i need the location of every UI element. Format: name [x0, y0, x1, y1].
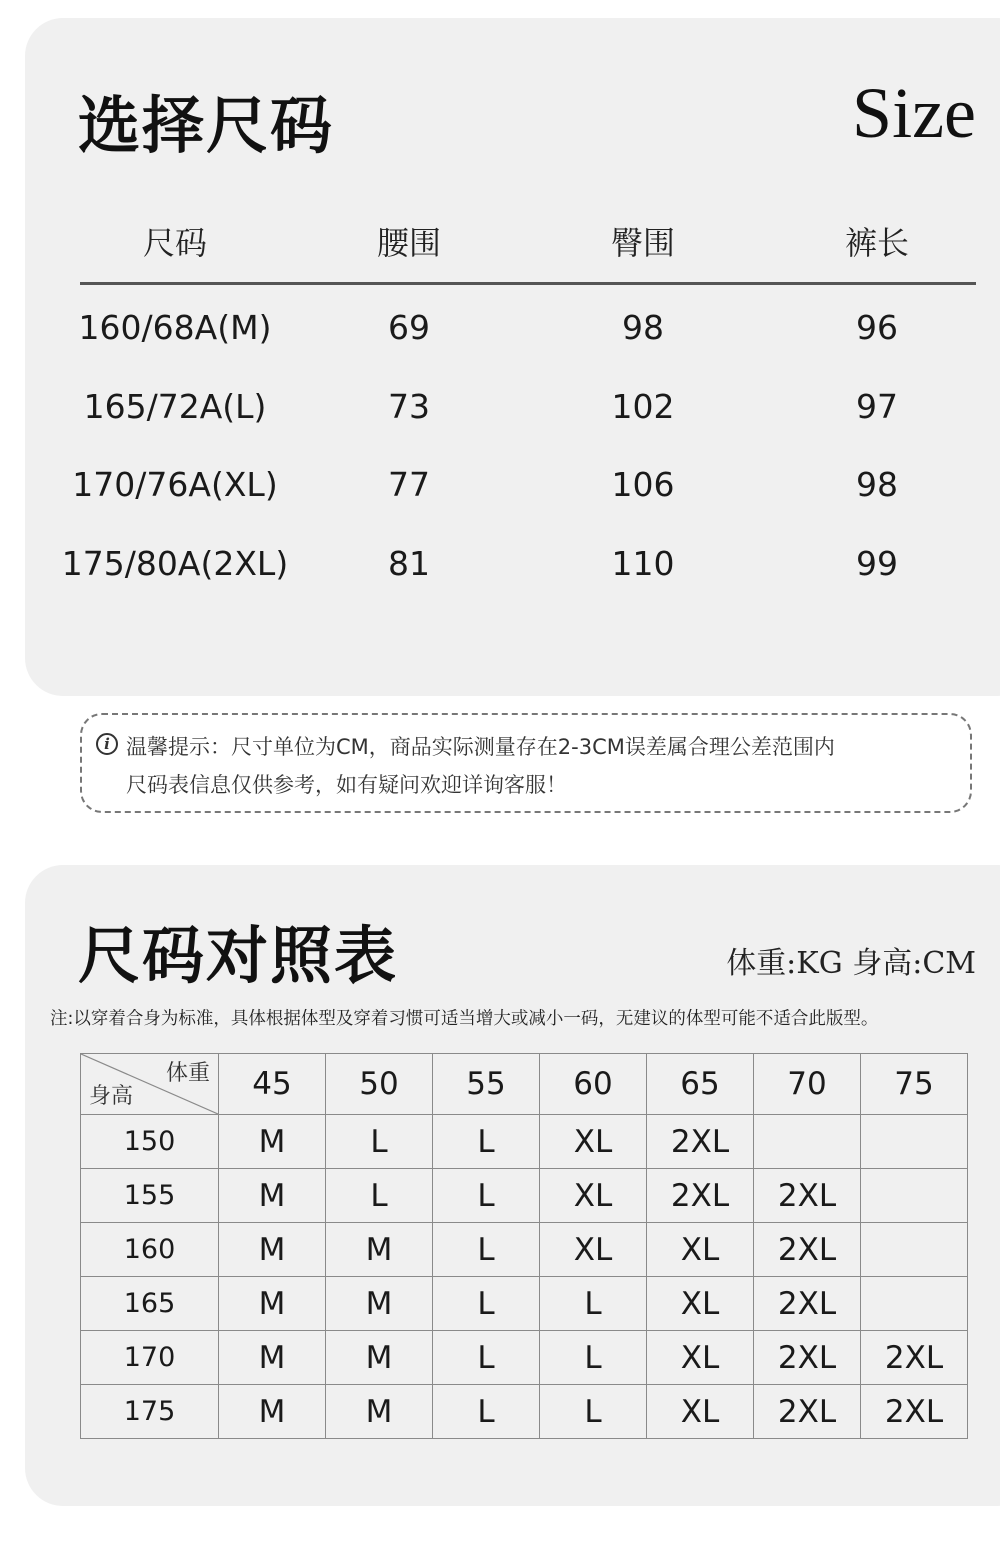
length-cell: 97	[856, 387, 898, 426]
table-row	[81, 1385, 968, 1439]
size-cell: L	[540, 1277, 647, 1331]
size-cell: L	[433, 1169, 540, 1223]
size-cell: 2XL	[754, 1223, 861, 1277]
table-row	[81, 1331, 968, 1385]
height-cell: 150	[81, 1115, 219, 1169]
size-cell	[861, 1277, 968, 1331]
height-cell: 170	[81, 1331, 219, 1385]
table-row	[81, 1277, 968, 1331]
size-cell: L	[433, 1331, 540, 1385]
size-note: 注:以穿着合身为标准，具体根据体型及穿着习惯可适当增大或减小一码，无建议的体型可能不适合此版型。	[50, 1009, 879, 1029]
section-title: 选择尺码	[78, 89, 335, 162]
weight-header: 70	[754, 1054, 861, 1115]
weight-header: 75	[861, 1054, 968, 1115]
size-cell: 2XL	[861, 1385, 968, 1439]
weight-header: 65	[647, 1054, 754, 1115]
size-cell: M	[219, 1331, 326, 1385]
size-cell: 160/68A(M)	[78, 308, 272, 347]
size-cell	[861, 1169, 968, 1223]
corner-cell	[81, 1054, 219, 1115]
size-cell: 2XL	[754, 1331, 861, 1385]
size-cell: L	[433, 1385, 540, 1439]
tip-text-line2: 尺码表信息仅供参考，如有疑问欢迎详询客服！	[126, 773, 567, 797]
units-label: 体重:KG 身高:CM	[726, 946, 976, 981]
size-cell: L	[326, 1169, 433, 1223]
size-cell: M	[326, 1223, 433, 1277]
hip-cell: 106	[611, 465, 675, 504]
size-cell: XL	[647, 1223, 754, 1277]
weight-header: 45	[219, 1054, 326, 1115]
height-cell: 165	[81, 1277, 219, 1331]
height-cell: 175	[81, 1385, 219, 1439]
size-cell	[861, 1223, 968, 1277]
size-cell	[861, 1115, 968, 1169]
size-cell	[754, 1115, 861, 1169]
measurement-row	[58, 455, 998, 515]
size-cell: XL	[647, 1331, 754, 1385]
weight-header: 60	[540, 1054, 647, 1115]
size-cell: L	[540, 1385, 647, 1439]
size-heading: Size	[852, 73, 976, 153]
size-cell: M	[219, 1223, 326, 1277]
size-cell: 2XL	[647, 1169, 754, 1223]
hip-cell: 98	[622, 308, 664, 347]
hip-cell: 102	[611, 387, 675, 426]
size-cell: L	[540, 1331, 647, 1385]
size-cell: M	[326, 1385, 433, 1439]
size-chart-table	[80, 1053, 968, 1439]
size-cell: L	[326, 1115, 433, 1169]
size-cell: 2XL	[754, 1385, 861, 1439]
waist-cell: 81	[388, 544, 430, 583]
measurement-row	[58, 298, 998, 358]
waist-cell: 69	[388, 308, 430, 347]
length-cell: 96	[856, 308, 898, 347]
height-cell: 160	[81, 1223, 219, 1277]
size-cell: L	[433, 1277, 540, 1331]
header-hip: 臀围	[610, 224, 675, 262]
corner-weight-label: 体重	[165, 1061, 210, 1086]
measurement-row	[58, 534, 998, 594]
size-cell: 2XL	[647, 1115, 754, 1169]
size-cell: 2XL	[754, 1169, 861, 1223]
measurement-table-header	[58, 213, 998, 273]
measurement-row	[58, 377, 998, 437]
waist-cell: 73	[388, 387, 430, 426]
size-cell: M	[219, 1385, 326, 1439]
size-cell: 175/80A(2XL)	[61, 544, 289, 583]
hip-cell: 110	[611, 544, 675, 583]
header-size: 尺码	[142, 224, 207, 262]
corner-height-label: 身高	[89, 1084, 134, 1109]
size-cell: XL	[540, 1223, 647, 1277]
length-cell: 98	[856, 465, 898, 504]
size-cell: M	[219, 1115, 326, 1169]
weight-header: 50	[326, 1054, 433, 1115]
header-length: 裤长	[844, 224, 909, 262]
size-cell: 165/72A(L)	[83, 387, 267, 426]
weight-header-row	[81, 1054, 968, 1115]
size-chart-title: 尺码对照表	[78, 919, 399, 992]
waist-cell: 77	[388, 465, 430, 504]
size-cell: M	[326, 1331, 433, 1385]
header-divider	[80, 282, 976, 285]
header-waist: 腰围	[376, 224, 441, 262]
size-cell: L	[433, 1115, 540, 1169]
size-cell: L	[433, 1223, 540, 1277]
size-cell: XL	[540, 1169, 647, 1223]
size-cell: 2XL	[754, 1277, 861, 1331]
size-cell: M	[219, 1277, 326, 1331]
tip-box	[80, 713, 972, 813]
size-cell: 2XL	[861, 1331, 968, 1385]
size-cell: M	[219, 1169, 326, 1223]
size-cell: XL	[540, 1115, 647, 1169]
size-cell: 170/76A(XL)	[72, 465, 278, 504]
length-cell: 99	[856, 544, 898, 583]
height-cell: 155	[81, 1169, 219, 1223]
size-cell: XL	[647, 1385, 754, 1439]
table-row	[81, 1169, 968, 1223]
table-row	[81, 1115, 968, 1169]
weight-header: 55	[433, 1054, 540, 1115]
size-cell: XL	[647, 1277, 754, 1331]
table-row	[81, 1223, 968, 1277]
info-icon: i	[96, 733, 118, 755]
size-cell: M	[326, 1277, 433, 1331]
tip-text-line1: 温馨提示：尺寸单位为CM，商品实际测量存在2-3CM误差属合理公差范围内	[126, 735, 835, 759]
